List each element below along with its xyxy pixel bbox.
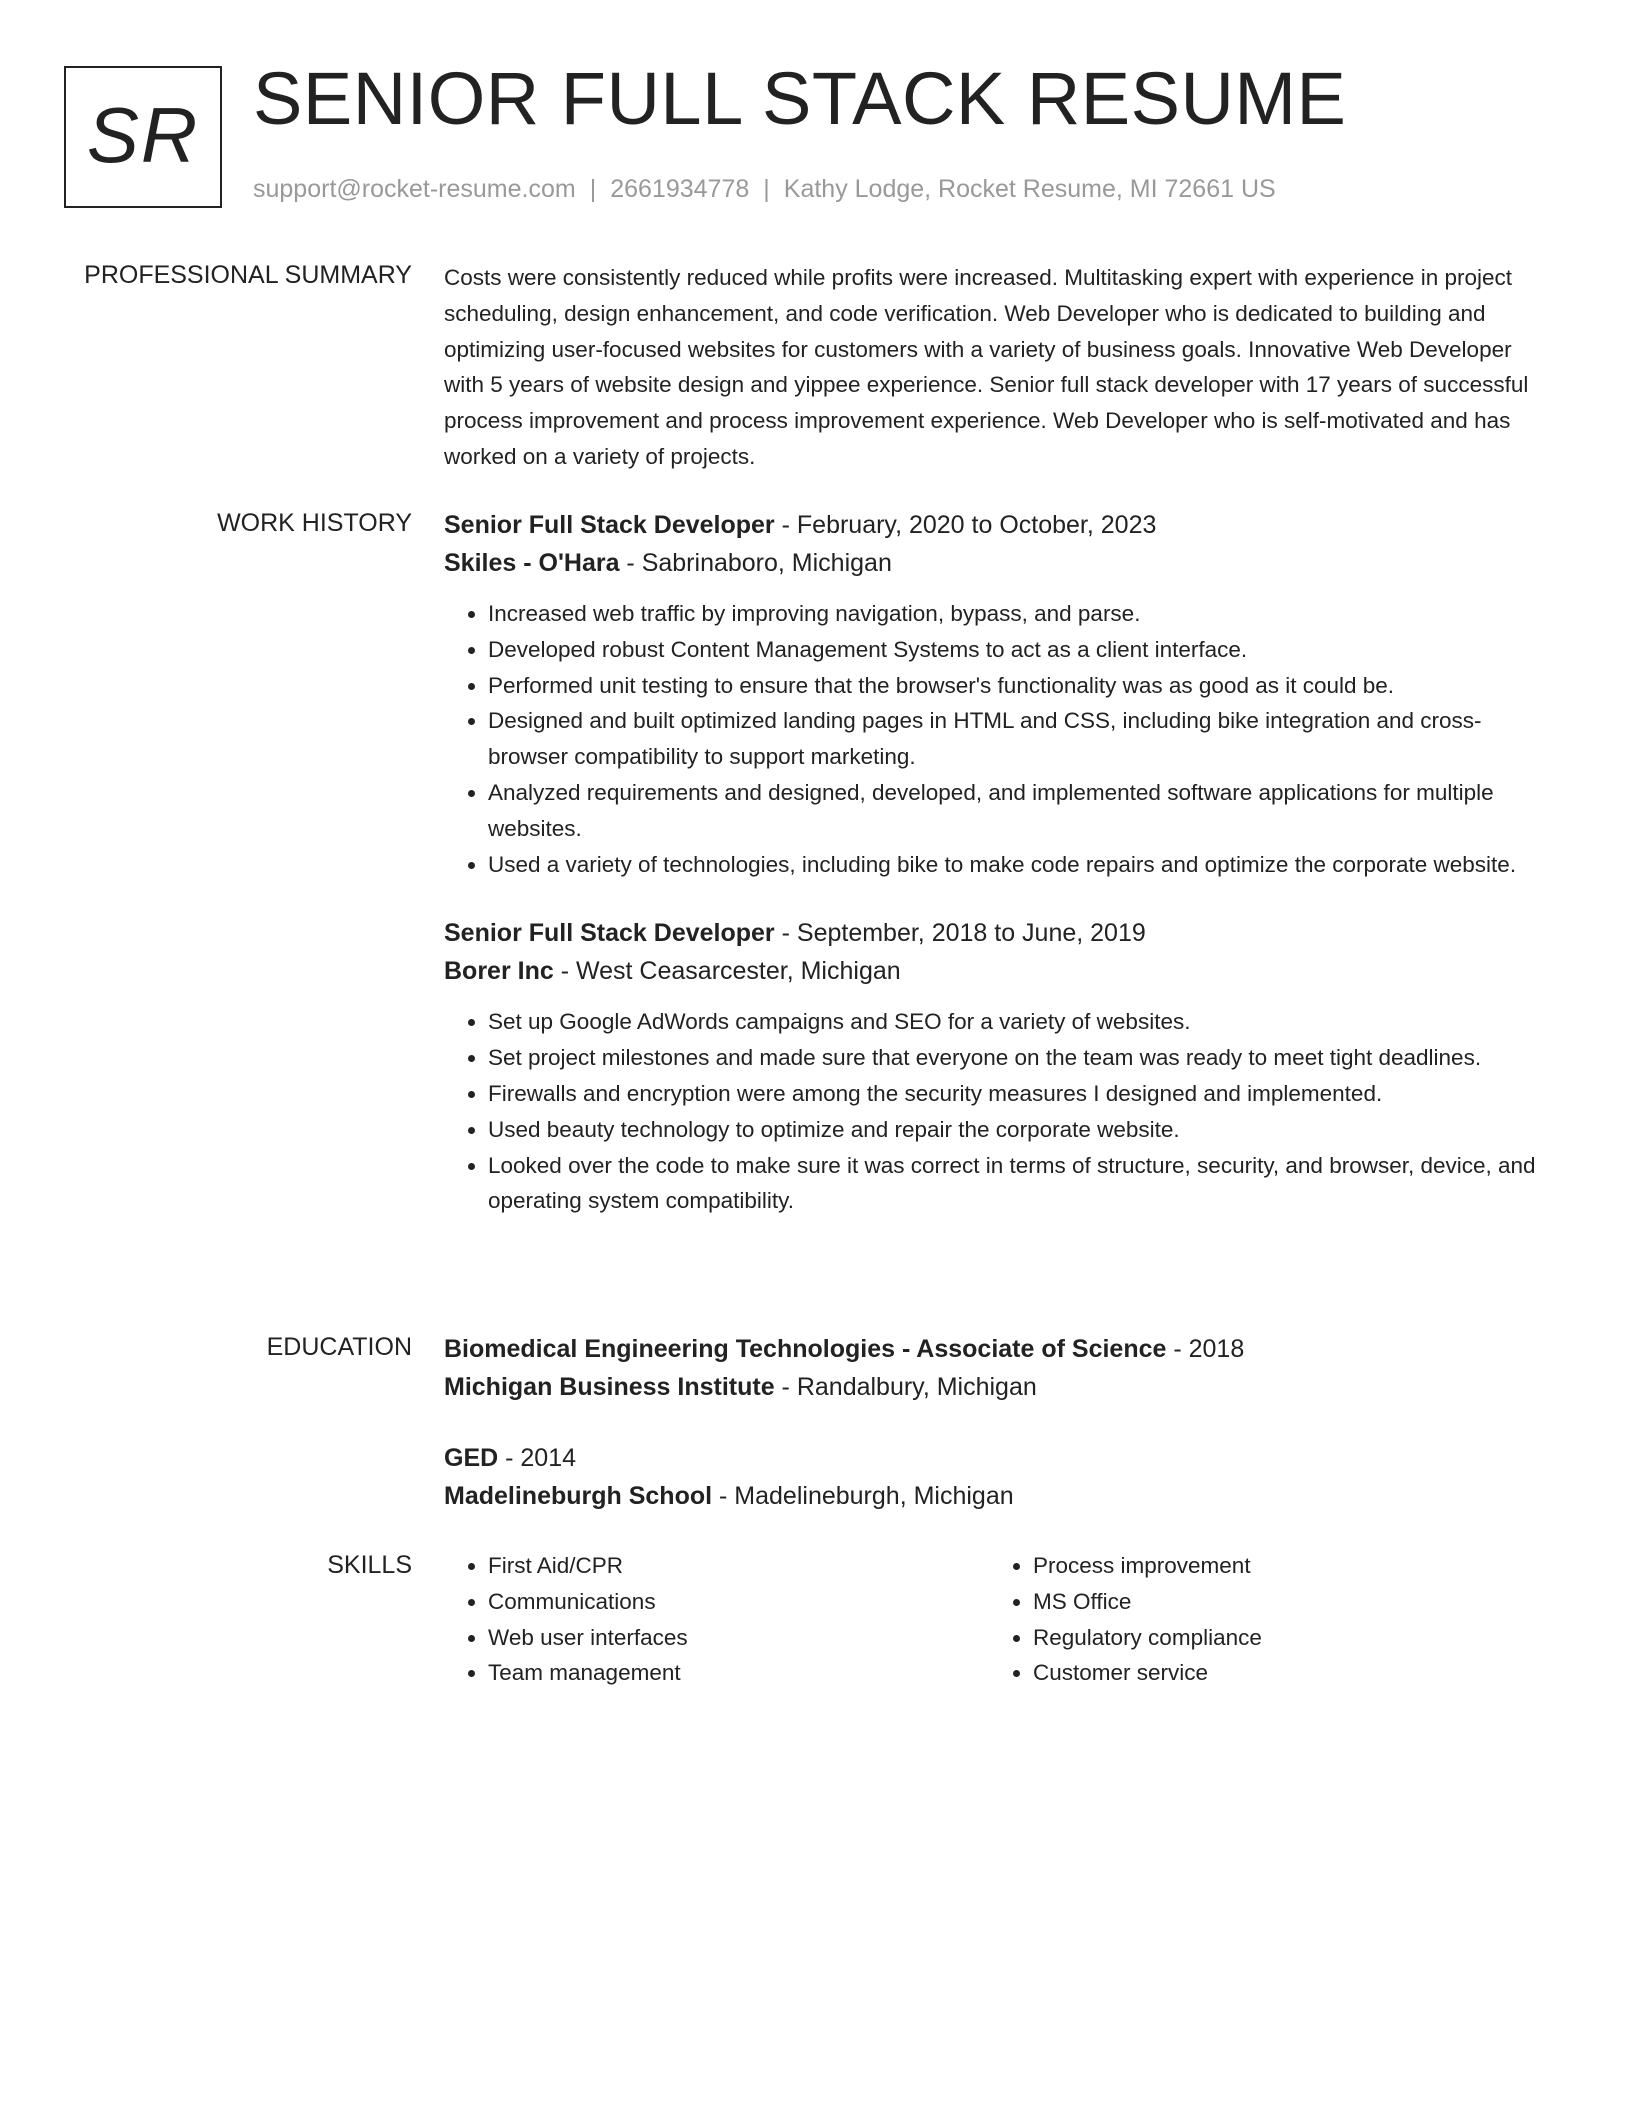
skill-item: • Process improvement [1033,1548,1534,1584]
monogram-box [64,66,222,208]
job-bullet: • Performed unit testing to ensure that the browser's functionality was as good as it could be. [488,668,1544,704]
job-company: Skiles - O'Hara [444,549,620,577]
job-bullet: • Set up Google AdWords campaigns and SEO for a variety of websites. [488,1004,1544,1040]
contact-email: support@rocket-resume.com [253,175,576,203]
job-title-line [444,506,1544,544]
job-company: Borer Inc [444,957,554,986]
education-location: - Madelineburgh, Michigan [712,1482,1014,1510]
skill-item: • First Aid/CPR [488,1548,989,1584]
job-bullet: • Used a variety of technologies, including bike to make code repairs and optimize the corporate website. [488,847,1544,883]
skills-grid [444,1548,1544,1691]
education-location: - Randalbury, Michigan [774,1373,1037,1401]
job-bullet: • Firewalls and encryption were among the security measures I designed and implemented. [488,1076,1544,1112]
job-company-line [444,544,1544,582]
skills-column-right [989,1548,1534,1691]
work-history-body [444,506,1544,1219]
resume-title: SENIOR FULL STACK RESUME [253,57,1347,140]
job-company-line [444,952,1544,990]
monogram-initials: SR [86,91,200,179]
contact-separator: | [763,175,770,203]
education-year: - 2018 [1166,1335,1245,1363]
job-entry [444,914,1544,1219]
skills-list [444,1548,989,1691]
education-degree: Biomedical Engineering Technologies - Associate of Science [444,1335,1167,1363]
job-dates: - September, 2018 to June, 2019 [774,919,1146,948]
job-location: - Sabrinaboro, Michigan [619,549,892,577]
summary-body [444,260,1544,475]
skill-item: • Regulatory compliance [1033,1620,1534,1656]
job-bullet: • Set project milestones and made sure that everyone on the team was ready to meet tight deadlines. [488,1040,1544,1076]
skill-item: • Team management [488,1655,989,1691]
contact-separator: | [589,175,597,203]
job-bullet: • Increased web traffic by improving navigation, bypass, and parse. [488,596,1544,632]
contact-address: Kathy Lodge, Rocket Resume, MI 72661 US [783,175,1276,203]
skills-column-left [444,1548,989,1691]
summary-text: Costs were consistently reduced while profits were increased. Multitasking expert with experience in project scheduling, design enhancement, and code verification. Web Developer who is dedicated to building and optimizing user-focused websites for customers with a variety of business goals. Innovative Web Developer with 5 years of website design and yippee experience. Senior full stack developer with 17 years of successful process improvement and process improvement experience. Web Developer who is self-motivated and has worked on a variety of projects. [444,265,1529,469]
education-entry [444,1439,1544,1515]
job-title-line [444,914,1544,952]
education-school-line [444,1368,1544,1406]
job-bullets [444,596,1544,882]
job-dates: - February, 2020 to October, 2023 [774,511,1157,539]
skill-item: • Web user interfaces [488,1620,989,1656]
section-label-summary: PROFESSIONAL SUMMARY [84,261,412,289]
section-label-work-history: WORK HISTORY [217,509,412,537]
education-entry [444,1330,1544,1406]
education-school: Michigan Business Institute [444,1373,775,1401]
education-degree-line [444,1330,1544,1368]
education-school-line [444,1477,1544,1515]
skill-item: • MS Office [1033,1584,1534,1620]
section-label-skills: SKILLS [327,1551,412,1579]
contact-line [253,174,1276,204]
job-bullets [444,1004,1544,1219]
skills-body [444,1548,1544,1691]
education-school: Madelineburgh School [444,1482,713,1510]
section-label-education: EDUCATION [266,1333,412,1361]
education-body [444,1330,1544,1515]
skills-list [989,1548,1534,1691]
skill-item: • Customer service [1033,1655,1534,1691]
job-title: Senior Full Stack Developer [444,511,775,539]
job-bullet: • Analyzed requirements and designed, developed, and implemented software applications for multiple websites. [488,775,1544,847]
skill-item: • Communications [488,1584,989,1620]
job-bullet: • Looked over the code to make sure it was correct in terms of structure, security, and browser, device, and operating system compatibility. [488,1148,1544,1220]
education-degree: GED [444,1444,499,1472]
job-bullet: • Designed and built optimized landing pages in HTML and CSS, including bike integration and cross-browser compatibility to support marketing. [488,703,1544,775]
job-entry [444,506,1544,882]
job-bullet: • Developed robust Content Management Systems to act as a client interface. [488,632,1544,668]
job-location: - West Ceasarcester, Michigan [553,957,901,986]
education-degree-line [444,1439,1544,1477]
job-title: Senior Full Stack Developer [444,919,775,948]
education-year: - 2014 [498,1444,577,1472]
contact-phone: 2661934778 [610,175,750,203]
job-bullet: • Used beauty technology to optimize and repair the corporate website. [488,1112,1544,1148]
